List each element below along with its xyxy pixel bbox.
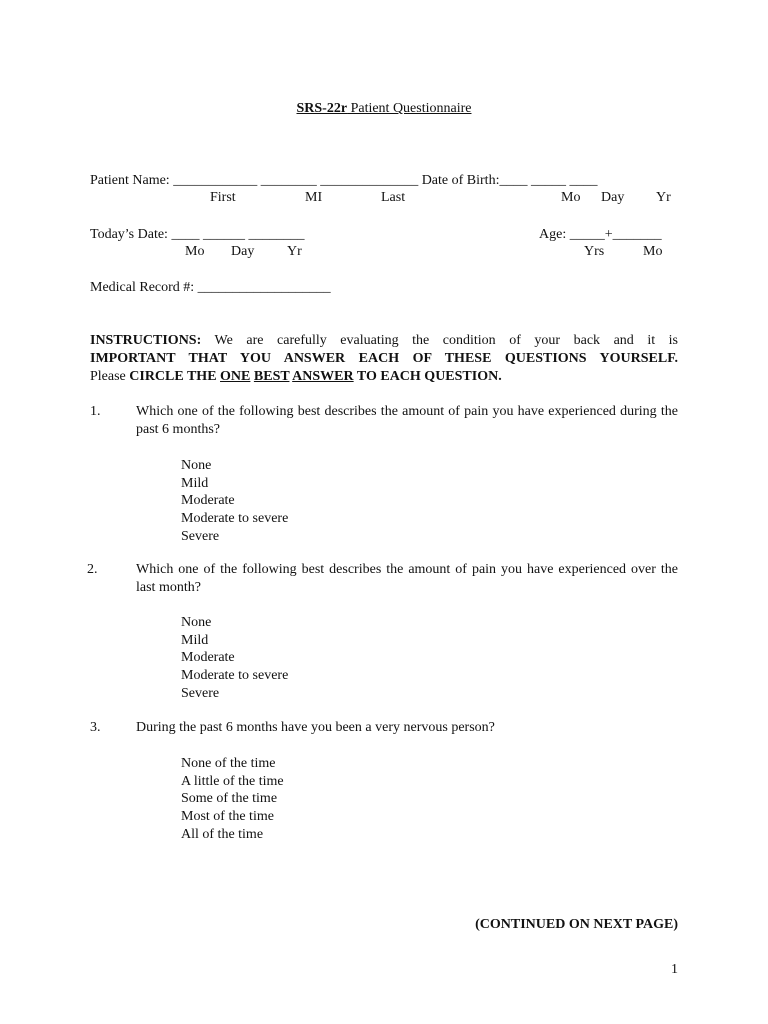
dob-day-label: Day bbox=[601, 190, 625, 205]
instructions-important: IMPORTANT THAT YOU ANSWER EACH OF THESE QUESTIONS YOURSELF. bbox=[90, 351, 678, 366]
question-number: 3. bbox=[90, 720, 101, 735]
instructions-text: We are carefully evaluating the condition of your back and it is bbox=[201, 333, 678, 348]
patient-name-field[interactable]: Patient Name: ____________ ________ ______________ Date of Birth:____ _____ ____ bbox=[90, 173, 598, 188]
page-title bbox=[0, 100, 768, 117]
question-text: During the past 6 months have you been a very nervous person? bbox=[136, 720, 495, 735]
answer-options-q1 bbox=[181, 457, 288, 546]
question-number: 1. bbox=[90, 404, 101, 419]
question-number: 2. bbox=[87, 562, 98, 577]
answer-option[interactable]: All of the time bbox=[181, 826, 264, 842]
middle-initial-label: MI bbox=[305, 190, 323, 205]
age-years-label: Yrs bbox=[584, 244, 605, 259]
first-name-label: First bbox=[210, 190, 236, 205]
medical-record-field[interactable]: Medical Record #: ___________________ bbox=[90, 280, 331, 295]
dob-year-label: Yr bbox=[656, 190, 671, 205]
answer-option[interactable]: None bbox=[181, 458, 212, 473]
answer-option[interactable]: Severe bbox=[181, 528, 220, 544]
instructions-circle: CIRCLE THE bbox=[129, 369, 221, 384]
today-day-label: Day bbox=[231, 244, 255, 259]
title-text: Patient Questionnaire bbox=[347, 101, 472, 116]
instructions-label: INSTRUCTIONS: bbox=[90, 333, 202, 348]
instructions-line-1 bbox=[90, 332, 678, 350]
answer-option[interactable]: Mild bbox=[181, 632, 209, 648]
question-text: Which one of the following best describes the amount of pain you have experienced during the past 6 months? bbox=[136, 404, 678, 437]
age-months-label: Mo bbox=[643, 244, 663, 259]
instructions-tail: TO EACH QUESTION. bbox=[353, 369, 502, 384]
last-name-label: Last bbox=[381, 190, 406, 205]
answer-option[interactable]: A little of the time bbox=[181, 773, 284, 789]
instructions-please: Please bbox=[90, 369, 130, 384]
dob-month-label: Mo bbox=[561, 190, 581, 205]
answer-option[interactable]: Some of the time bbox=[181, 791, 278, 807]
instructions-one: ONE bbox=[220, 369, 251, 384]
answer-option[interactable]: Most of the time bbox=[181, 809, 274, 825]
page-number: 1 bbox=[671, 962, 678, 977]
answer-options-q2 bbox=[181, 614, 288, 703]
answer-option[interactable]: None bbox=[181, 615, 212, 630]
answer-option[interactable]: Moderate bbox=[181, 493, 235, 509]
age-field[interactable]: Age: _____+_______ bbox=[539, 227, 662, 242]
answer-option[interactable]: Moderate to severe bbox=[181, 511, 289, 527]
today-month-label: Mo bbox=[185, 244, 205, 259]
answer-option[interactable]: Mild bbox=[181, 475, 209, 491]
answer-option[interactable]: None of the time bbox=[181, 756, 276, 771]
question-text: Which one of the following best describes the amount of pain you have experienced over the last month? bbox=[136, 562, 678, 595]
title-code: SRS-22r bbox=[296, 101, 348, 116]
answer-options-q3 bbox=[181, 755, 284, 844]
answer-option[interactable]: Moderate to severe bbox=[181, 668, 289, 684]
instructions-best: BEST bbox=[253, 369, 290, 384]
answer-option[interactable]: Severe bbox=[181, 685, 220, 701]
today-year-label: Yr bbox=[287, 244, 302, 259]
instructions-block bbox=[90, 332, 678, 386]
todays-date-field[interactable]: Today’s Date: ____ ______ ________ bbox=[90, 227, 305, 242]
answer-option[interactable]: Moderate bbox=[181, 650, 235, 666]
instructions-line-3 bbox=[90, 368, 678, 386]
continued-note: (CONTINUED ON NEXT PAGE) bbox=[475, 917, 678, 932]
instructions-answer: ANSWER bbox=[292, 369, 354, 384]
